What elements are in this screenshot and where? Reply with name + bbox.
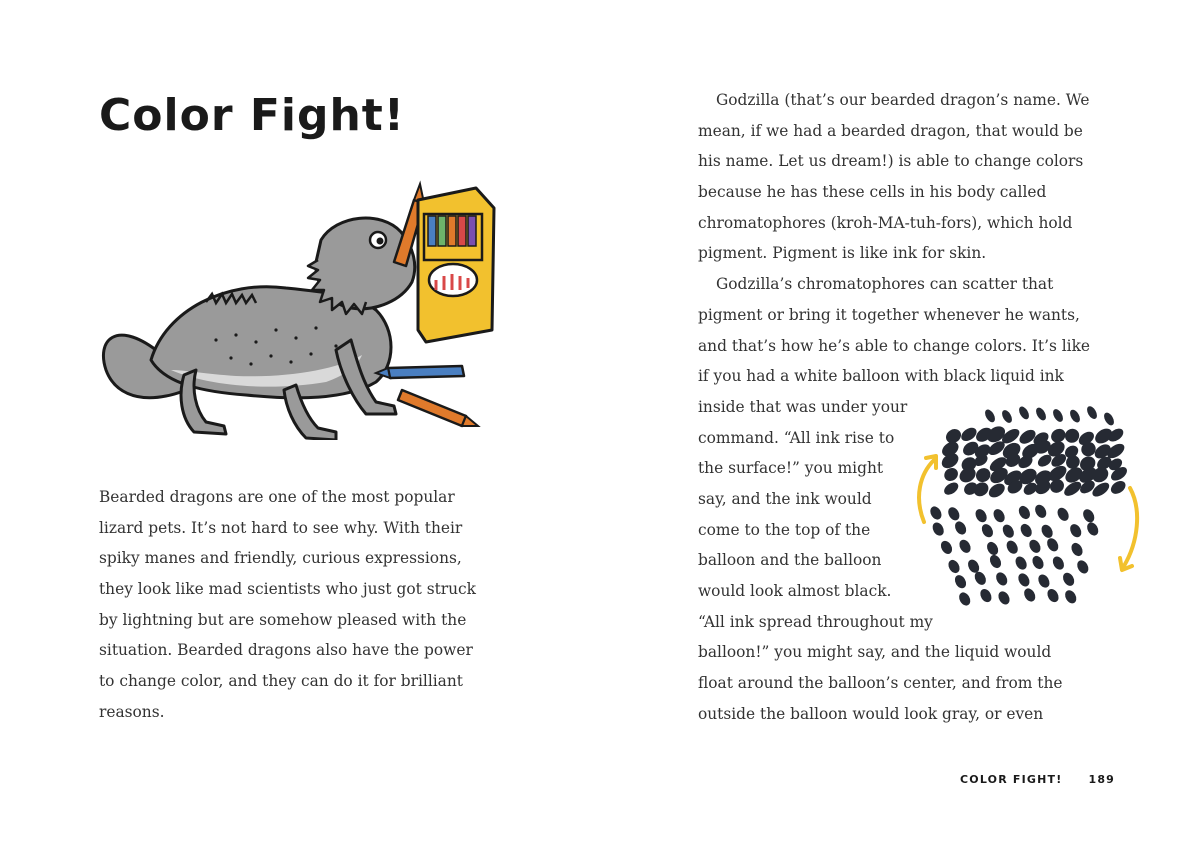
chapter-title: Color Fight! bbox=[99, 90, 405, 141]
ink-dot bbox=[942, 465, 961, 483]
text-line: command. “All ink rise to bbox=[698, 428, 895, 447]
ink-dot bbox=[1000, 523, 1016, 540]
ink-dot bbox=[930, 521, 946, 538]
bearded-dragon-illustration bbox=[96, 170, 496, 440]
ink-dot bbox=[1102, 411, 1116, 427]
ink-dot bbox=[1051, 407, 1065, 423]
ink-dot bbox=[1063, 588, 1079, 605]
ink-dot bbox=[1045, 587, 1061, 604]
ink-dot bbox=[971, 480, 991, 499]
ink-dot bbox=[1039, 523, 1055, 540]
text-line: balloon and the balloon bbox=[698, 551, 882, 570]
text-line: they look like mad scientists who just got struck bbox=[99, 580, 476, 599]
ink-dot bbox=[953, 573, 969, 590]
ink-dot bbox=[939, 539, 955, 556]
text-line: pigment or bring it together whenever he wants, bbox=[698, 305, 1080, 324]
ink-dot bbox=[959, 425, 979, 444]
ink-dot bbox=[1017, 405, 1031, 421]
ink-dot bbox=[1034, 406, 1048, 422]
ink-dot bbox=[983, 408, 997, 424]
ink-dot bbox=[1018, 522, 1034, 539]
ink-dot bbox=[996, 589, 1012, 606]
text-line: by lightning but are somehow pleased with the bbox=[99, 610, 467, 629]
text-line: because he has these cells in his body called bbox=[698, 183, 1047, 202]
ink-dot bbox=[1069, 541, 1085, 558]
ink-dot bbox=[1085, 405, 1099, 421]
ink-dot bbox=[957, 590, 973, 607]
text-line: “All ink spread throughout my bbox=[698, 612, 933, 631]
ink-dot bbox=[973, 507, 989, 524]
ink-dot bbox=[1036, 573, 1052, 590]
ink-dot bbox=[1051, 555, 1067, 572]
text-line: say, and the ink would bbox=[698, 489, 872, 508]
loose-crayon-blue bbox=[376, 366, 464, 378]
ink-dot bbox=[946, 505, 962, 522]
text-line: come to the top of the bbox=[698, 520, 871, 539]
crayon-tips bbox=[428, 216, 476, 246]
ink-dot bbox=[991, 507, 1007, 524]
ink-dot bbox=[1017, 504, 1033, 521]
text-line: situation. Bearded dragons also have the power bbox=[99, 641, 473, 660]
right-page bbox=[600, 0, 1200, 848]
ink-dot bbox=[1013, 555, 1029, 572]
ink-dot bbox=[946, 558, 962, 575]
ink-dot bbox=[1000, 408, 1014, 424]
ink-dot bbox=[1075, 558, 1091, 575]
text-line: if you had a white balloon with black liquid ink bbox=[698, 367, 1064, 386]
ink-dot bbox=[1030, 554, 1046, 571]
ink-dot bbox=[953, 519, 969, 536]
text-line: to change color, and they can do it for brilliant bbox=[99, 672, 463, 691]
text-line: inside that was under your bbox=[698, 397, 908, 416]
ink-dot bbox=[1045, 536, 1061, 553]
ink-dot bbox=[986, 481, 1007, 501]
left-paragraph bbox=[99, 482, 476, 728]
text-line: lizard pets. It’s not hard to see why. With their bbox=[99, 518, 463, 537]
ink-dot bbox=[1022, 586, 1038, 603]
ink-dot bbox=[1061, 571, 1077, 588]
ink-dot bbox=[957, 538, 973, 555]
text-line: spiky manes and friendly, curious expressions, bbox=[99, 549, 462, 568]
ink-dot bbox=[1081, 507, 1097, 524]
text-line: mean, if we had a bearded dragon, that would be bbox=[698, 121, 1083, 140]
text-line: the surface!” you might bbox=[698, 459, 884, 478]
ink-dot bbox=[942, 480, 961, 497]
ink-dot bbox=[1108, 478, 1127, 496]
crayon-box bbox=[418, 188, 494, 342]
ink-dot bbox=[1027, 538, 1043, 555]
text-line: Bearded dragons are one of the most popular bbox=[99, 488, 455, 506]
ink-dot bbox=[1068, 522, 1084, 539]
ink-dot bbox=[994, 570, 1010, 587]
text-line: chromatophores (kroh-MA-tuh-fors), which hold bbox=[698, 213, 1073, 232]
text-line: outside the balloon would look gray, or even bbox=[698, 704, 1044, 723]
ink-dot bbox=[1062, 426, 1082, 446]
ink-dot bbox=[985, 540, 1001, 557]
text-line: Godzilla (that’s our bearded dragon’s name. We bbox=[716, 91, 1090, 109]
text-line: and that’s how he’s able to change colors. It’s like bbox=[698, 336, 1091, 355]
loose-crayon-orange bbox=[398, 390, 478, 426]
text-line: pigment. Pigment is like ink for skin. bbox=[698, 244, 987, 263]
text-line: his name. Let us dream!) is able to change colors bbox=[698, 152, 1084, 171]
ink-dot bbox=[980, 522, 996, 539]
ink-dot bbox=[928, 504, 944, 521]
arrow-down-icon bbox=[1124, 488, 1137, 566]
ink-dots-illustration bbox=[900, 402, 1150, 624]
running-head: COLOR FIGHT! bbox=[960, 773, 1063, 786]
ink-dot bbox=[1033, 503, 1049, 520]
ink-dot bbox=[1004, 539, 1020, 556]
ink-dot bbox=[1055, 506, 1071, 523]
ink-dot bbox=[988, 553, 1004, 570]
text-line: reasons. bbox=[99, 702, 165, 721]
text-line: would look almost black. bbox=[698, 582, 892, 600]
ink-dots bbox=[928, 405, 1129, 608]
text-line: balloon!” you might say, and the liquid would bbox=[698, 643, 1052, 662]
ink-dot bbox=[1016, 571, 1032, 588]
ink-dot bbox=[1085, 520, 1101, 537]
text-line: Godzilla’s chromatophores can scatter that bbox=[716, 275, 1054, 294]
text-line: float around the balloon’s center, and from the bbox=[698, 674, 1063, 693]
page-number: 189 bbox=[1088, 773, 1116, 786]
ink-dot bbox=[978, 587, 994, 604]
ink-dot bbox=[1068, 408, 1082, 424]
running-footer bbox=[960, 773, 1115, 786]
